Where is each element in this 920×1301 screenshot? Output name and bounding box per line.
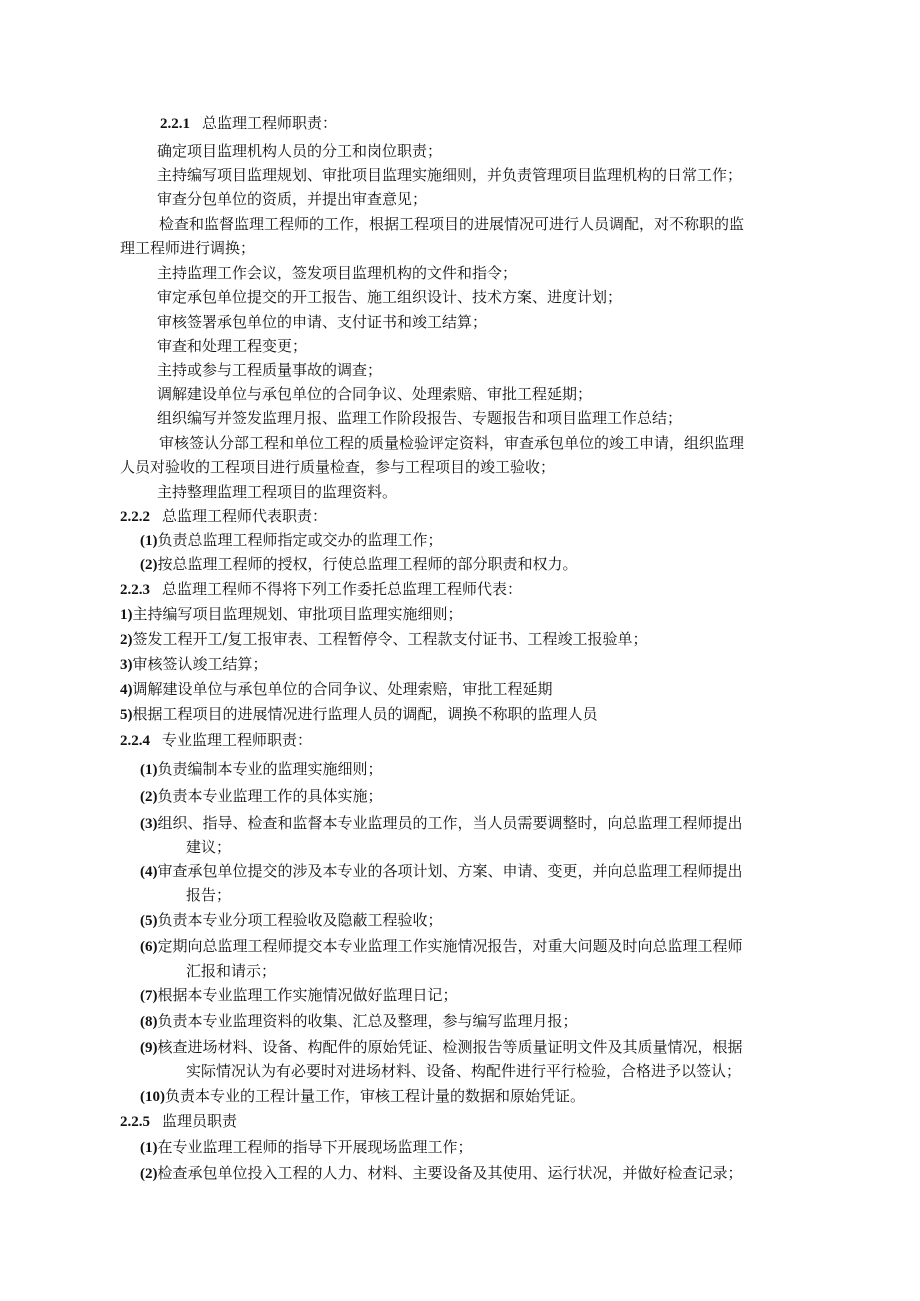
- paragraph-line: 审核签署承包单位的申请、支付证书和竣工结算；: [157, 313, 488, 331]
- section-heading-2-2-1: [160, 114, 337, 133]
- item-text: 主持编写项目监理规划、审批项目监理实施细则；: [132, 605, 463, 623]
- item-text: 负责本专业分项工程验收及隐蔽工程验收；: [157, 911, 443, 929]
- list-item-continuation: 建议；: [186, 838, 232, 856]
- item-number: (1): [140, 533, 158, 549]
- list-item: [140, 555, 578, 574]
- list-item: [140, 1012, 578, 1031]
- list-item: [140, 814, 743, 833]
- item-number: (4): [140, 864, 158, 880]
- list-item: [140, 760, 383, 779]
- item-number: (8): [140, 1014, 158, 1030]
- paragraph-line: 审核签认分部工程和单位工程的质量检验评定资料，审查承包单位的竣工申请，组织监理: [159, 434, 745, 452]
- item-number: (1): [140, 762, 158, 778]
- paragraph-line: 检查和监督监理工程师的工作，根据工程项目的进展情况可进行人员调配，对不称职的监: [159, 215, 745, 233]
- section-number: 2.2.1: [160, 116, 190, 132]
- section-number: 2.2.2: [120, 509, 150, 525]
- item-text: 负责总监理工程师指定或交办的监理工作；: [157, 531, 443, 549]
- item-text: 负责本专业的工程计量工作，审核工程计量的数据和原始凭证。: [165, 1087, 586, 1105]
- item-text: 签发工程开工/复工报审表、工程暂停令、工程款支付证书、工程竣工报验单；: [132, 630, 648, 648]
- item-number: (10): [140, 1089, 165, 1105]
- list-item: [120, 655, 268, 674]
- section-number: 2.2.3: [120, 582, 150, 598]
- section-heading-2-2-3: [120, 580, 522, 599]
- item-text: 负责本专业监理工作的具体实施；: [157, 787, 383, 805]
- item-text: 定期向总监理工程师提交本专业监理工作实施情况报告，对重大问题及时向总监理工程师: [157, 937, 743, 955]
- list-item: [140, 1038, 743, 1057]
- list-item: [140, 862, 743, 881]
- paragraph-line: 审查分包单位的资质，并提出审查意见；: [157, 190, 428, 208]
- paragraph-line: 调解建设单位与承包单位的合同争议、处理索赔、审批工程延期；: [157, 385, 593, 403]
- item-number: 1): [120, 607, 133, 623]
- item-number: (2): [140, 1166, 158, 1182]
- item-text: 核查进场材料、设备、构配件的原始凭证、检测报告等质量证明文件及其质量情况，根据: [157, 1038, 743, 1056]
- paragraph-line: 组织编写并签发监理月报、监理工作阶段报告、专题报告和项目监理工作总结；: [157, 409, 683, 427]
- item-number: 5): [120, 707, 133, 723]
- section-number: 2.2.4: [120, 733, 150, 749]
- list-item: [140, 787, 383, 806]
- paragraph-line: 确定项目监理机构人员的分工和岗位职责；: [157, 142, 443, 160]
- item-number: (2): [140, 789, 158, 805]
- list-item: [120, 630, 648, 649]
- list-item: [140, 986, 458, 1005]
- list-item-continuation: 汇报和请示；: [186, 962, 277, 980]
- section-title: 总监理工程师不得将下列工作委托总监理工程师代表：: [162, 580, 523, 598]
- item-text: 组织、指导、检查和监督本专业监理员的工作，当人员需要调整时，向总监理工程师提出: [157, 814, 743, 832]
- list-item: [140, 1164, 743, 1183]
- item-text: 根据本专业监理工作实施情况做好监理日记；: [157, 986, 458, 1004]
- item-text: 调解建设单位与承包单位的合同争议、处理索赔，审批工程延期: [132, 680, 553, 698]
- list-item: [140, 1087, 585, 1106]
- paragraph-line: 审查和处理工程变更；: [157, 337, 308, 355]
- paragraph-line: 主持编写项目监理规划、审批项目监理实施细则，并负责管理项目监理机构的日常工作；: [157, 166, 743, 184]
- item-number: (1): [140, 1140, 158, 1156]
- item-text: 在专业监理工程师的指导下开展现场监理工作；: [157, 1138, 473, 1156]
- item-number: (5): [140, 913, 158, 929]
- item-number: 4): [120, 682, 133, 698]
- list-item: [140, 1138, 473, 1157]
- item-text: 检查承包单位投入工程的人力、材料、主要设备及其使用、运行状况，并做好检查记录；: [157, 1164, 743, 1182]
- item-number: 2): [120, 632, 133, 648]
- list-item: [140, 911, 443, 930]
- item-number: (3): [140, 816, 158, 832]
- section-title: 专业监理工程师职责：: [162, 731, 313, 749]
- item-number: 3): [120, 657, 133, 673]
- item-number: (2): [140, 557, 158, 573]
- section-heading-2-2-4: [120, 731, 312, 750]
- section-title: 总监理工程师职责：: [202, 114, 338, 132]
- list-item: [120, 680, 553, 699]
- section-heading-2-2-5: [120, 1112, 237, 1131]
- section-number: 2.2.5: [120, 1114, 150, 1130]
- item-text: 负责编制本专业的监理实施细则；: [157, 760, 383, 778]
- list-item-continuation: 报告；: [186, 886, 232, 904]
- paragraph-line: 人员对验收的工程项目进行质量检查，参与工程项目的竣工验收；: [120, 458, 556, 476]
- paragraph-line: 审定承包单位提交的开工报告、施工组织设计、技术方案、进度计划；: [157, 288, 623, 306]
- section-title: 总监理工程师代表职责：: [162, 507, 328, 525]
- item-text: 审查承包单位提交的涉及本专业的各项计划、方案、申请、变更，并向总监理工程师提出: [157, 862, 743, 880]
- item-number: (9): [140, 1040, 158, 1056]
- item-text: 根据工程项目的进展情况进行监理人员的调配，调换不称职的监理人员: [132, 705, 598, 723]
- list-item: [120, 705, 598, 724]
- list-item: [140, 937, 743, 956]
- section-heading-2-2-2: [120, 507, 327, 526]
- list-item-continuation: 实际情况认为有必要时对进场材料、设备、构配件进行平行检验，合格进予以签认；: [186, 1062, 742, 1080]
- paragraph-line: 理工程师进行调换；: [120, 239, 256, 257]
- paragraph-line: 主持监理工作会议，签发项目监理机构的文件和指令；: [157, 264, 518, 282]
- item-text: 审核签认竣工结算；: [132, 655, 268, 673]
- item-text: 负责本专业监理资料的收集、汇总及整理，参与编写监理月报；: [157, 1012, 578, 1030]
- list-item: [120, 605, 463, 624]
- item-number: (7): [140, 988, 158, 1004]
- list-item: [140, 531, 443, 550]
- section-title: 监理员职责: [162, 1112, 238, 1130]
- paragraph-line: 主持或参与工程质量事故的调查；: [157, 361, 383, 379]
- item-text: 按总监理工程师的授权，行使总监理工程师的部分职责和权力。: [157, 555, 578, 573]
- paragraph-line: 主持整理监理工程项目的监理资料。: [157, 483, 398, 501]
- item-number: (6): [140, 939, 158, 955]
